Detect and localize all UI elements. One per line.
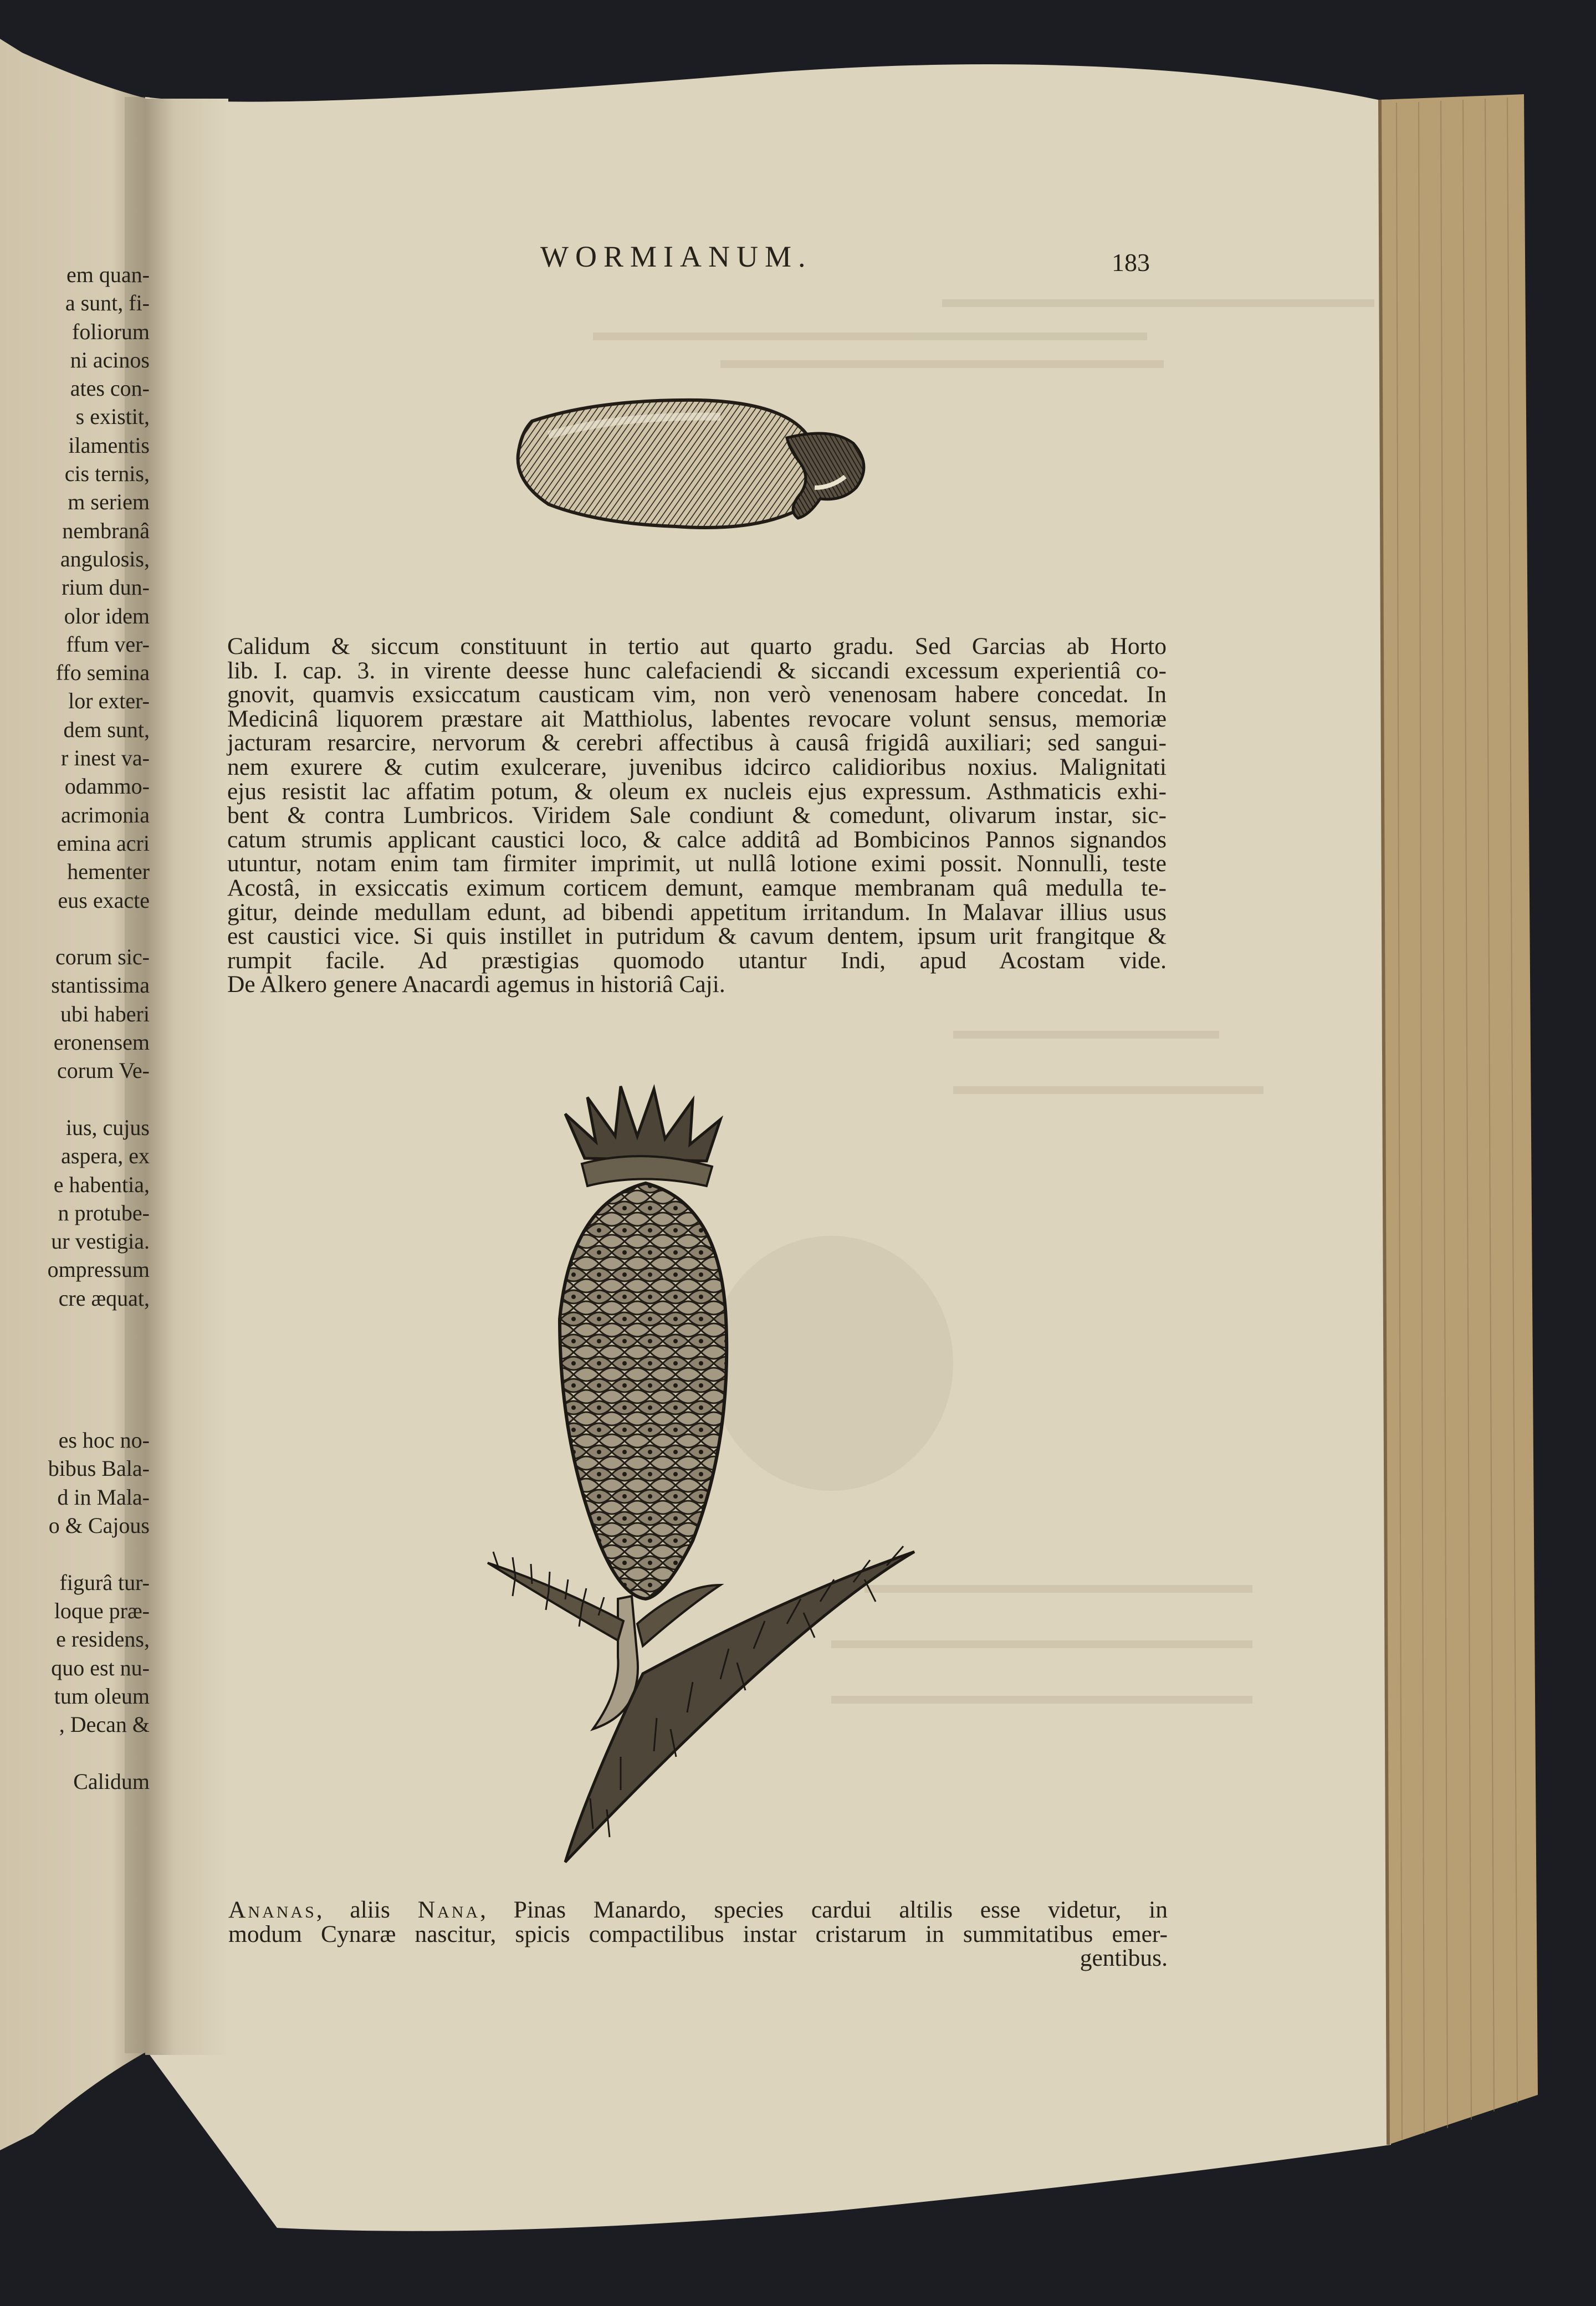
left-page-line: o & Cajous	[48, 1513, 150, 1538]
body-line: bent & contra Lumbricos. Viridem Sale condiunt & comedunt, olivarum instar, sic-	[227, 802, 1167, 829]
body-line: Medicinâ liquorem præstare ait Matthiolus, labentes revocare volunt sensus, memoriæ	[227, 705, 1167, 732]
page-number: 183	[1112, 248, 1150, 277]
left-page-line: ates con-	[70, 376, 150, 401]
body-line: Calidum & siccum constituunt in tertio aut quarto gradu. Sed Garcias ab Horto	[227, 633, 1167, 659]
body-line: utuntur, notam enim tam firmiter imprimit, ut nullâ lotione eximi possit. Nonnulli, teste	[227, 850, 1167, 877]
left-page-line: d in Mala-	[57, 1484, 150, 1510]
left-page-line: lor exter-	[68, 688, 150, 714]
body-line: ejus resistit lac affatim potum, & oleum ex nucleis ejus expressum. Asthmaticis exhi-	[227, 778, 1167, 805]
caption-term: Nana	[417, 1896, 480, 1923]
body-line: jacturam resarcire, nervorum & cerebri affectibus à causâ frigidâ auxiliari; sed sangui-	[227, 729, 1167, 756]
left-page-line	[22, 1398, 150, 1426]
body-line: gnovit, quamvis exsiccatum causticam vim, non verò venenosam habere concedat. In	[227, 681, 1167, 708]
body-line: De Alkero genere Anacardi agemus in historiâ Caji.	[227, 971, 725, 998]
left-page-line: stantissima	[51, 973, 150, 998]
left-page-line	[22, 1540, 150, 1568]
left-page-line: emina acri	[57, 830, 150, 856]
left-page-line: em quan-	[66, 262, 150, 287]
left-page-line: hementer	[67, 859, 150, 884]
caption-text: , Pinas Manardo, species cardui altilis esse videtur, in	[480, 1896, 1168, 1923]
left-page-line	[22, 1341, 150, 1369]
left-page-line: figurâ tur-	[59, 1569, 150, 1595]
left-page-line: nembranâ	[62, 518, 150, 543]
running-head: WORMIANUM.	[540, 240, 812, 273]
left-page-line: eronensem	[53, 1030, 150, 1055]
left-page-line: angulosis,	[60, 546, 150, 571]
left-page-line: cre æquat,	[58, 1285, 150, 1311]
body-line: Acostâ, in exsiccatis eximum corticem demunt, eamque membranam quâ medulla te-	[227, 874, 1167, 901]
fore-edge	[1380, 94, 1538, 2145]
body-line: est caustici vice. Si quis instillet in putridum & cavum dentem, ipsum urit frangitque &	[227, 923, 1167, 950]
left-page-line: foliorum	[72, 319, 150, 344]
left-page-line: ni acinos	[70, 347, 150, 372]
caption-text: , aliis	[316, 1896, 418, 1923]
left-page-line: e residens,	[56, 1627, 150, 1652]
left-page-line: quo est nu-	[51, 1655, 150, 1680]
left-page-line: acrimonia	[61, 802, 150, 827]
left-page-line: , Decan &	[59, 1712, 150, 1737]
left-page-line: Calidum	[73, 1768, 150, 1794]
left-page-line: cis ternis,	[64, 461, 150, 487]
body-line: lib. I. cap. 3. in virente deesse hunc calefaciendi & siccandi excessum experientiâ co-	[227, 657, 1167, 684]
left-page-line: loque præ-	[54, 1598, 150, 1623]
left-page-line: ubi haberi	[60, 1001, 150, 1026]
left-page-line: m seriem	[68, 489, 150, 515]
caption-line	[228, 1898, 1168, 1922]
caption-line: modum Cynaræ nascitur, spicis compactilibus instar cristarum in summitatibus emer-	[228, 1920, 1168, 1947]
left-page-line: s existit,	[75, 404, 150, 430]
left-page-line: rium dun-	[62, 575, 150, 600]
left-page-line	[22, 1312, 150, 1341]
right-page-gutter	[145, 99, 228, 2055]
left-page-line: ius, cujus	[65, 1114, 150, 1140]
left-page-line: r inest va-	[61, 745, 150, 771]
left-page-line: eus exacte	[58, 887, 150, 913]
left-page-line: odammo-	[64, 774, 150, 799]
left-page-line: ompressum	[47, 1257, 150, 1282]
left-page-line: corum Ve-	[57, 1058, 150, 1083]
left-page-line	[22, 1369, 150, 1398]
body-line: nem exurere & cutim exulcerare, juvenibus idcirco calidioribus noxius. Malignitati	[227, 753, 1167, 780]
left-page-line: ilamentis	[68, 432, 150, 458]
left-page-fragments	[22, 260, 150, 1796]
left-page-line: dem sunt,	[63, 717, 150, 742]
left-page-line: aspera, ex	[61, 1143, 150, 1169]
left-page-line: a sunt, fi-	[65, 290, 150, 316]
left-page-line	[22, 1085, 150, 1113]
left-page-line: bibus Bala-	[48, 1456, 150, 1481]
left-page-line	[22, 1739, 150, 1767]
left-page-line: olor idem	[64, 603, 150, 628]
left-page-line: e habentia,	[53, 1172, 150, 1197]
caption-line: gentibus.	[1080, 1945, 1168, 1971]
left-page-line: tum oleum	[54, 1683, 150, 1709]
left-page-line: ffo semina	[55, 660, 150, 686]
body-line: gitur, deinde medullam edunt, ad bibendi appetitum irritandum. In Malavar illius usus	[227, 898, 1167, 926]
left-page-line: ur vestigia.	[51, 1229, 150, 1254]
left-page-line: corum sic-	[55, 944, 150, 970]
caption-term: Ananas	[228, 1896, 316, 1923]
left-page-line: es hoc no-	[58, 1428, 150, 1453]
left-page-line: ffum ver-	[66, 631, 150, 657]
body-text	[227, 635, 1167, 997]
body-line: catum strumis applicant caustici loco, & calce additâ ad Bombicinos Pannos signandos	[227, 826, 1167, 853]
ananas-caption	[228, 1898, 1168, 1971]
body-line: rumpit facile. Ad præstigias quomodo utantur Indi, apud Acostam vide.	[227, 947, 1167, 974]
left-page-line: n protube-	[58, 1200, 150, 1225]
left-page-line	[22, 914, 150, 943]
